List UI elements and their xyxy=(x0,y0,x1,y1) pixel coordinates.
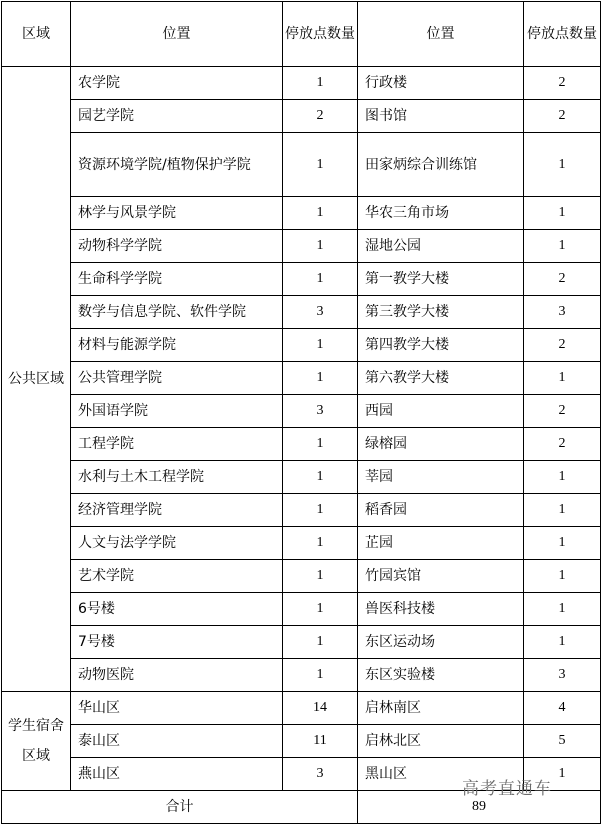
watermark-text: 高考直通车 xyxy=(462,779,552,799)
location-cell: 启林南区 xyxy=(358,692,524,725)
location-cell: 东区实验楼 xyxy=(358,659,524,692)
location-cell: 园艺学院 xyxy=(71,100,283,133)
count-cell: 1 xyxy=(524,461,601,494)
count-cell: 11 xyxy=(283,725,358,758)
count-cell: 1 xyxy=(283,362,358,395)
header-location: 位置 xyxy=(71,2,283,67)
count-cell: 1 xyxy=(283,461,358,494)
count-cell: 3 xyxy=(283,296,358,329)
header-row xyxy=(2,2,601,67)
location-cell: 材料与能源学院 xyxy=(71,329,283,362)
location-cell: 华农三角市场 xyxy=(358,197,524,230)
location-cell: 华山区 xyxy=(71,692,283,725)
table-row xyxy=(2,560,601,593)
count-cell: 2 xyxy=(524,428,601,461)
location-cell: 行政楼 xyxy=(358,67,524,100)
location-cell: 数学与信息学院、软件学院 xyxy=(71,296,283,329)
location-cell: 莘园 xyxy=(358,461,524,494)
header-count-2: 停放点数量 xyxy=(524,2,601,67)
count-cell: 1 xyxy=(524,197,601,230)
count-cell: 3 xyxy=(283,395,358,428)
count-cell: 1 xyxy=(524,758,601,791)
location-cell: 第三教学大楼 xyxy=(358,296,524,329)
table-row xyxy=(2,362,601,395)
table-row xyxy=(2,527,601,560)
location-cell: 艺术学院 xyxy=(71,560,283,593)
count-cell: 1 xyxy=(524,593,601,626)
count-cell: 1 xyxy=(283,67,358,100)
table-row xyxy=(2,725,601,758)
location-cell: 人文与法学学院 xyxy=(71,527,283,560)
location-cell: 绿榕园 xyxy=(358,428,524,461)
count-cell: 1 xyxy=(283,626,358,659)
count-cell: 2 xyxy=(524,263,601,296)
count-cell: 1 xyxy=(283,659,358,692)
location-cell: 图书馆 xyxy=(358,100,524,133)
count-cell: 1 xyxy=(283,428,358,461)
count-cell: 3 xyxy=(283,758,358,791)
location-cell: 经济管理学院 xyxy=(71,494,283,527)
location-cell: 动物科学学院 xyxy=(71,230,283,263)
region-dorm: 学生宿舍区域 xyxy=(2,692,71,791)
count-cell: 3 xyxy=(524,659,601,692)
count-cell: 2 xyxy=(524,67,601,100)
table-row xyxy=(2,197,601,230)
table-row xyxy=(2,329,601,362)
location-cell: 动物医院 xyxy=(71,659,283,692)
count-cell: 1 xyxy=(283,263,358,296)
count-cell: 1 xyxy=(524,527,601,560)
header-location-2: 位置 xyxy=(358,2,524,67)
count-cell: 1 xyxy=(283,133,358,197)
location-cell: 第六教学大楼 xyxy=(358,362,524,395)
table-row xyxy=(2,395,601,428)
location-cell: 公共管理学院 xyxy=(71,362,283,395)
count-cell: 1 xyxy=(283,230,358,263)
count-cell: 1 xyxy=(524,494,601,527)
location-cell: 泰山区 xyxy=(71,725,283,758)
table-body xyxy=(2,67,601,791)
count-cell: 1 xyxy=(283,494,358,527)
count-cell: 1 xyxy=(524,133,601,197)
count-cell: 1 xyxy=(524,560,601,593)
table-row xyxy=(2,626,601,659)
table-row xyxy=(2,692,601,725)
count-cell: 2 xyxy=(283,100,358,133)
location-cell: 稻香园 xyxy=(358,494,524,527)
count-cell: 1 xyxy=(283,560,358,593)
table-row xyxy=(2,230,601,263)
count-cell: 1 xyxy=(524,626,601,659)
location-cell: 西园 xyxy=(358,395,524,428)
count-cell: 1 xyxy=(283,329,358,362)
count-cell: 1 xyxy=(283,197,358,230)
location-cell: 燕山区 xyxy=(71,758,283,791)
location-cell: 6号楼 xyxy=(71,593,283,626)
table-row xyxy=(2,593,601,626)
location-cell: 农学院 xyxy=(71,67,283,100)
count-cell: 5 xyxy=(524,725,601,758)
count-cell: 1 xyxy=(524,230,601,263)
total-label: 合计 xyxy=(2,791,358,824)
table-row xyxy=(2,494,601,527)
location-cell: 水利与土木工程学院 xyxy=(71,461,283,494)
total-value: 89 xyxy=(358,791,601,824)
location-cell: 资源环境学院/植物保护学院 xyxy=(71,133,283,197)
location-cell: 林学与风景学院 xyxy=(71,197,283,230)
location-cell: 第四教学大楼 xyxy=(358,329,524,362)
location-cell: 启林北区 xyxy=(358,725,524,758)
location-cell: 东区运动场 xyxy=(358,626,524,659)
location-cell: 生命科学学院 xyxy=(71,263,283,296)
table-row xyxy=(2,428,601,461)
count-cell: 2 xyxy=(524,329,601,362)
count-cell: 1 xyxy=(283,593,358,626)
count-cell: 1 xyxy=(524,362,601,395)
location-cell: 兽医科技楼 xyxy=(358,593,524,626)
table-row xyxy=(2,296,601,329)
table-row xyxy=(2,67,601,100)
count-cell: 2 xyxy=(524,395,601,428)
header-count: 停放点数量 xyxy=(283,2,358,67)
table-row xyxy=(2,659,601,692)
location-cell: 第一教学大楼 xyxy=(358,263,524,296)
count-cell: 14 xyxy=(283,692,358,725)
table-row xyxy=(2,263,601,296)
count-cell: 2 xyxy=(524,100,601,133)
count-cell: 3 xyxy=(524,296,601,329)
region-public: 公共区域 xyxy=(2,67,71,692)
location-cell: 湿地公园 xyxy=(358,230,524,263)
location-cell: 竹园宾馆 xyxy=(358,560,524,593)
count-cell: 4 xyxy=(524,692,601,725)
location-cell: 工程学院 xyxy=(71,428,283,461)
count-cell: 1 xyxy=(283,527,358,560)
location-cell: 7号楼 xyxy=(71,626,283,659)
location-cell: 黑山区 xyxy=(358,758,524,791)
location-cell: 芷园 xyxy=(358,527,524,560)
header-region: 区域 xyxy=(2,2,71,67)
location-cell: 外国语学院 xyxy=(71,395,283,428)
location-cell: 田家炳综合训练馆 xyxy=(358,133,524,197)
table-row xyxy=(2,133,601,197)
parking-table xyxy=(1,1,601,824)
table-row xyxy=(2,100,601,133)
table-row xyxy=(2,461,601,494)
